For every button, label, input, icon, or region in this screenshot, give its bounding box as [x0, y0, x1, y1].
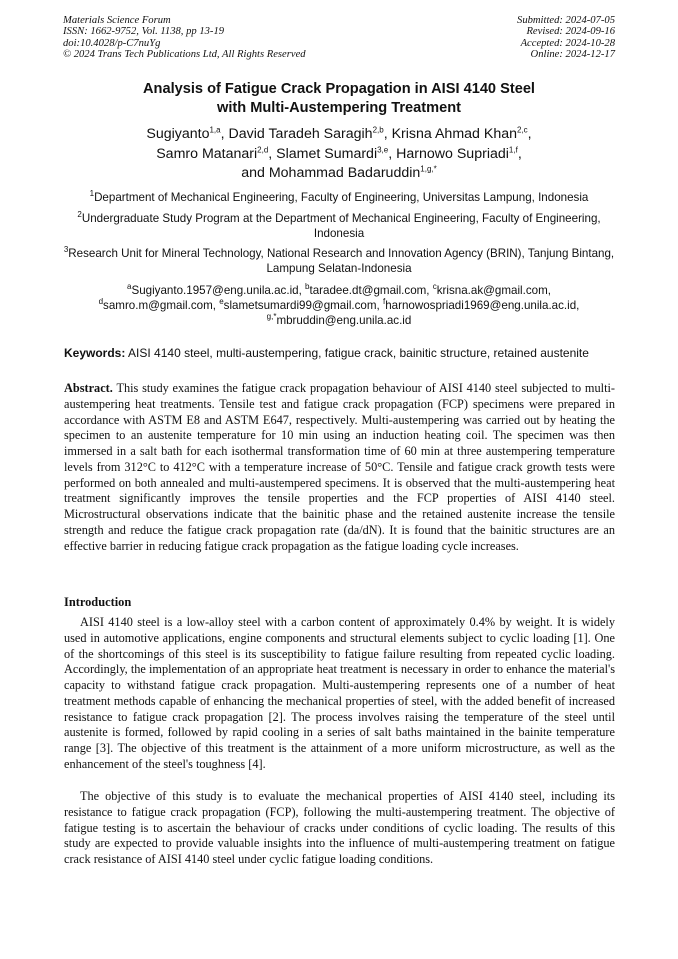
- author-emails: [60, 283, 618, 328]
- author-affiliation-mark: 1,f: [508, 144, 518, 154]
- author-line-3: [60, 164, 618, 184]
- affiliation-1: [60, 190, 618, 205]
- copyright-notice: © 2024 Trans Tech Publications Ltd, All Rights Reserved: [63, 49, 306, 61]
- email-link[interactable]: Sugiyanto.1957@eng.unila.ac.id,: [131, 284, 306, 297]
- email-link[interactable]: slametsumardi99@gmail.com,: [223, 299, 383, 312]
- affiliation-text: Research Unit for Mineral Technology, National Research and Innovation Agency (BRIN), Tanjung Bintang, Lampung Selatan-Indonesia: [68, 247, 615, 275]
- abstract-label: Abstract.: [64, 381, 113, 395]
- introduction-paragraph-1: AISI 4140 steel is a low-alloy steel with a carbon content of approximately 0.4% by weight. It is widely used in automotive applications, engine components and structural elements subject to cyclic loading [1]. One of the shortcomings of this steel is its susceptibility to fatigue failure resulting from repeated cyclic loading. Accordingly, the implementation of an appropriate heat treatment is necessary in order to enhance the material's capacity to withstand fatigue crack propagation. Multi-austempering represents one of a number of heat treatment methods capable of enhancing the mechanical properties of steel, with the added benefit of increased resistance to fatigue crack propagation [2]. The process involves raising the temperature of the steel until austenite is formed, followed by rapid cooling in a series of salt baths maintained in the bainite temperature range [3]. The objective of this treatment is the attainment of a more uniform microstructure, as well as the enhancement of the steel's toughness [4].: [64, 615, 615, 771]
- email-line-2: $^d$samro.m@gmail.com, $^e$slametsumardi99@gmail.com, $^f$harnowospriadi1969@eng.unila.ac.id,: [98, 297, 580, 312]
- author-name: Krisna Ahmad Khan: [391, 126, 517, 142]
- title-line-2: with Multi-Austempering Treatment: [216, 99, 462, 116]
- keywords-label: Keywords:: [64, 346, 126, 360]
- keywords: [64, 345, 616, 361]
- abstract: [64, 381, 615, 554]
- abstract-text: This study examines the fatigue crack propagation behaviour of AISI 4140 steel subjected to multi-austempering heat treatments. Tensile test and fatigue crack propagation (FCP) specimens were prepared in accordance with ASTM E8 and ASTM E647, respectively. Multi-austempering was carried out by heating the specimen to an austenite temperature for 10 min using an induction heating coil. The specimen was then immersed in a salt bath for each isothermal transformation time of 60 min at three austempering temperature levels from 312°C to 412°C with a temperature increase of 50°C. Tensile and fatigue crack growth tests were performed on both annealed and multi-austempered specimens. It is observed that the multi-austempering heat treatment significantly improves the tensile properties and the FCP properties of AISI 4140 steel. Microstructural observations indicate that the bainitic phase and the retained austenite increase the tensile strength and reduce the fatigue crack propagation rate (da/dN). It is found that the bainitic structures are an effective barrier in reducing fatigue crack propagation as the fatigue loading cycle increases.: [64, 381, 615, 553]
- affiliation-number: 3: [63, 245, 69, 255]
- author-name: Sugiyanto: [146, 126, 210, 142]
- author-affiliation-mark: 2,d: [257, 144, 269, 154]
- affiliation-text: Department of Mechanical Engineering, Faculty of Engineering, Universitas Lampung, Indonesia: [94, 191, 589, 204]
- email-link[interactable]: krisna.ak@gmail.com,: [436, 284, 551, 297]
- journal-info: [63, 15, 383, 61]
- email-link[interactable]: mbruddin@eng.unila.ac.id: [276, 314, 412, 327]
- affiliation-text: Undergraduate Study Program at the Department of Mechanical Engineering, Faculty of Engineering, Indonesia: [81, 212, 601, 240]
- author-name: Slamet Sumardi: [276, 145, 378, 162]
- introduction-paragraph-2: The objective of this study is to evaluate the mechanical properties of AISI 4140 steel, including its resistance to fatigue crack propagation (FCP), following the multi-austempering treatment. The objective of fatigue testing is to ascertain the behaviour of cracks under conditions of cyclic loading. The results of this study are expected to provide valuable insights into the influence of multi-austempering treatment on fatigue crack resistance of AISI 4140 steel under cyclic fatigue loading conditions.: [64, 789, 615, 866]
- journal-issn: ISSN: 1662-9752, Vol. 1138, pp 13-19: [63, 26, 225, 38]
- affiliation-2: [60, 211, 618, 241]
- email-line-3: $^{g,*}$mbruddin@eng.unila.ac.id: [266, 312, 412, 327]
- affiliation-3: [60, 246, 618, 276]
- author-affiliation-mark: 1,g,*: [420, 164, 437, 174]
- author-affiliation-mark: 2,b: [372, 125, 384, 135]
- accepted-date: Accepted: 2024-10-28: [520, 37, 615, 49]
- email-line-1: $^a$Sugiyanto.1957@eng.unila.ac.id, $^b$taradee.dt@gmail.com, $^c$krisna.ak@gmail.com,: [127, 282, 551, 297]
- paper-title: [60, 80, 618, 117]
- online-date: Online: 2024-12-17: [530, 49, 615, 61]
- publication-dates: [375, 15, 615, 61]
- author-affiliation-mark: 2,c: [517, 125, 528, 135]
- title-line-1: Analysis of Fatigue Crack Propagation in AISI 4140 Steel: [143, 81, 535, 97]
- affiliation-number: 2: [77, 210, 82, 220]
- author-name: and Mohammad Badaruddin: [241, 165, 421, 182]
- email-link[interactable]: taradee.dt@gmail.com,: [309, 284, 433, 297]
- author-name: David Taradeh Saragih: [228, 126, 373, 142]
- author-affiliation-mark: 1,a: [209, 125, 221, 135]
- author-line-1: Sugiyanto$^{1,a}$, David Taradeh Saragih$^{2,b}$, Krisna Ahmad Khan$^{2,c}$,: [146, 125, 532, 142]
- author-name: Samro Matanari: [156, 145, 258, 162]
- email-link[interactable]: harnowospriadi1969@eng.unila.ac.id,: [385, 299, 580, 312]
- section-heading-introduction: Introduction: [64, 595, 132, 609]
- author-line-2: Samro Matanari$^{2,d}$, Slamet Sumardi$^{3,e}$, Harnowo Supriadi$^{1,f}$,: [156, 144, 522, 162]
- keywords-text: AISI 4140 steel, multi-austempering, fatigue crack, bainitic structure, retained austenite: [128, 346, 589, 360]
- submitted-date: Submitted: 2024-07-05: [517, 15, 615, 26]
- author-name: Harnowo Supriadi: [396, 145, 509, 162]
- doi-link[interactable]: doi:10.4028/p-C7nuYg: [63, 37, 161, 49]
- author-affiliation-mark: 3,e: [377, 144, 389, 154]
- revised-date: Revised: 2024-09-16: [526, 26, 615, 38]
- journal-name: Materials Science Forum: [63, 15, 171, 26]
- author-list: [60, 125, 618, 184]
- email-link[interactable]: samro.m@gmail.com,: [103, 299, 220, 312]
- affiliation-number: 1: [89, 189, 95, 199]
